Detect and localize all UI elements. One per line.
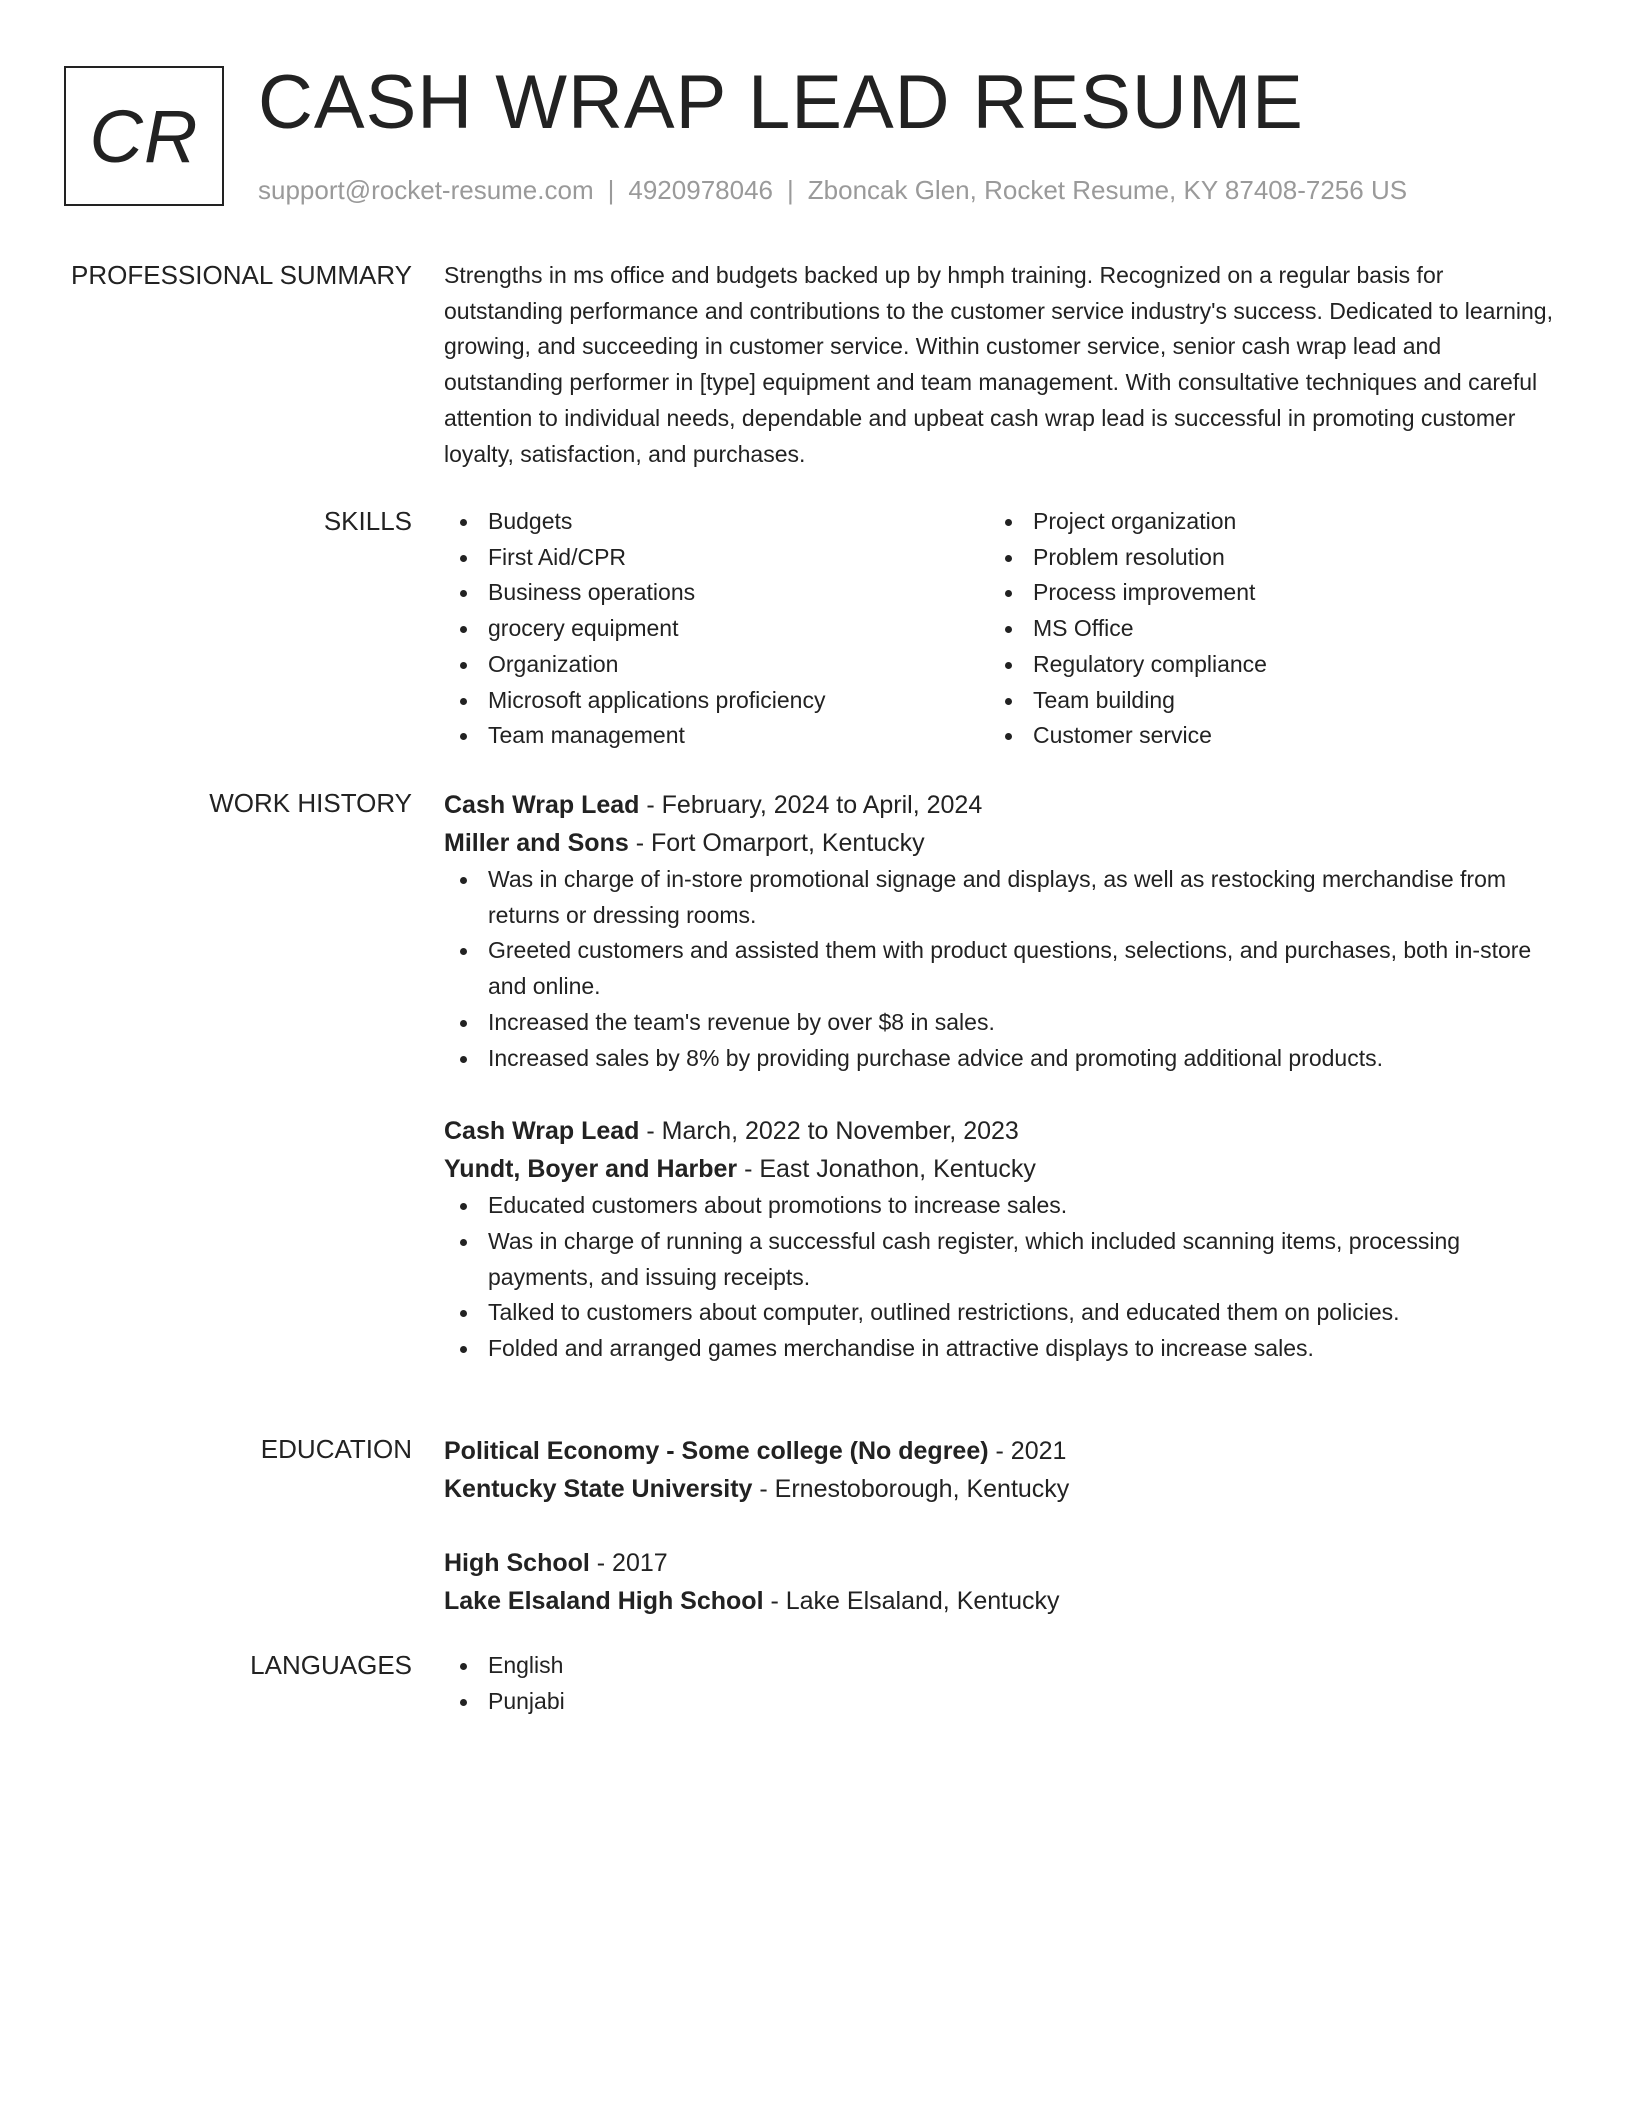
education-entry	[444, 1544, 1554, 1620]
job-duty: Increased sales by 8% by providing purchase advice and promoting additional products.	[444, 1041, 1554, 1077]
section-title-work-history: WORK HISTORY	[209, 788, 412, 818]
skill-item: Team building	[989, 683, 1534, 719]
skill-item: grocery equipment	[444, 611, 989, 647]
skills-body	[444, 504, 1554, 754]
contact-separator: |	[787, 175, 794, 205]
summary-body	[444, 258, 1554, 472]
education-degree: High School	[444, 1549, 590, 1577]
skill-item: Process improvement	[989, 575, 1534, 611]
contact-separator: |	[607, 175, 615, 205]
education-location: - Ernestoborough, Kentucky	[752, 1475, 1070, 1503]
education-year: - 2021	[988, 1437, 1067, 1465]
skill-item: Budgets	[444, 504, 989, 540]
job-company-line	[444, 1150, 1554, 1188]
section-title-languages: LANGUAGES	[250, 1650, 412, 1680]
contact-email[interactable]: support@rocket-resume.com	[258, 175, 594, 205]
skill-item: Customer service	[989, 718, 1534, 754]
monogram-initials: CR	[89, 94, 199, 178]
job-duty: Was in charge of in-store promotional signage and displays, as well as restocking merchandise from returns or dressing rooms.	[444, 862, 1554, 933]
skills-list-right	[989, 504, 1534, 754]
monogram-badge	[64, 66, 224, 206]
skill-item: Regulatory compliance	[989, 647, 1534, 683]
education-school-line	[444, 1470, 1554, 1508]
summary-text: Strengths in ms office and budgets backed up by hmph training. Recognized on a regular basis for outstanding performance and contributions to the customer service industry's success. Dedicated to learning, growing, and succeeding in customer service. Within customer service, senior cash wrap lead and outstanding performer in [type] equipment and team management. With consultative techniques and careful attention to individual needs, dependable and upbeat cash wrap lead is successful in promoting customer loyalty, satisfaction, and purchases.	[444, 262, 1553, 467]
skill-item: First Aid/CPR	[444, 540, 989, 576]
job-dates: - March, 2022 to November, 2023	[639, 1117, 1019, 1146]
education-location: - Lake Elsaland, Kentucky	[763, 1587, 1060, 1615]
skill-item: Organization	[444, 647, 989, 683]
job-company: Yundt, Boyer and Harber	[444, 1155, 738, 1184]
job-entry	[444, 1112, 1554, 1367]
education-body	[444, 1432, 1554, 1620]
job-title-line	[444, 786, 1554, 824]
skill-item: MS Office	[989, 611, 1534, 647]
education-school: Kentucky State University	[444, 1475, 753, 1503]
job-location: - East Jonathon, Kentucky	[737, 1155, 1036, 1184]
language-item: Punjabi	[444, 1684, 1554, 1720]
education-school-line	[444, 1582, 1554, 1620]
job-company-line	[444, 824, 1554, 862]
education-degree-line	[444, 1544, 1554, 1582]
section-title-skills: SKILLS	[323, 506, 412, 536]
skill-item: Team management	[444, 718, 989, 754]
job-duty: Greeted customers and assisted them with product questions, selections, and purchases, both in-store and online.	[444, 933, 1554, 1004]
job-duty: Educated customers about promotions to increase sales.	[444, 1188, 1554, 1224]
section-title-summary: PROFESSIONAL SUMMARY	[71, 260, 412, 290]
skill-item: Business operations	[444, 575, 989, 611]
languages-list	[444, 1648, 1554, 1719]
education-degree-line	[444, 1432, 1554, 1470]
job-role: Cash Wrap Lead	[444, 1117, 640, 1146]
job-title-line	[444, 1112, 1554, 1150]
job-dates: - February, 2024 to April, 2024	[639, 791, 983, 819]
education-entry	[444, 1432, 1554, 1508]
skills-columns	[444, 504, 1554, 754]
job-duties	[444, 1188, 1554, 1367]
work-history-body	[444, 786, 1554, 1367]
job-duties	[444, 862, 1554, 1076]
skill-item: Problem resolution	[989, 540, 1534, 576]
job-entry	[444, 786, 1554, 1076]
job-company: Miller and Sons	[444, 829, 629, 857]
education-school: Lake Elsaland High School	[444, 1587, 764, 1615]
skills-list-left	[444, 504, 989, 754]
job-duty: Talked to customers about computer, outlined restrictions, and educated them on policies.	[444, 1295, 1554, 1331]
resume-title: CASH WRAP LEAD RESUME	[258, 60, 1304, 145]
job-role: Cash Wrap Lead	[444, 791, 640, 819]
job-duty: Folded and arranged games merchandise in attractive displays to increase sales.	[444, 1331, 1554, 1367]
contact-line	[258, 174, 1407, 206]
job-duty: Increased the team's revenue by over $8 in sales.	[444, 1005, 1554, 1041]
contact-address: Zboncak Glen, Rocket Resume, KY 87408-7256 US	[807, 175, 1408, 205]
education-year: - 2017	[589, 1549, 668, 1577]
skill-item: Project organization	[989, 504, 1534, 540]
job-duty: Was in charge of running a successful cash register, which included scanning items, processing payments, and issuing receipts.	[444, 1224, 1554, 1295]
languages-body	[444, 1648, 1554, 1719]
contact-phone[interactable]: 4920978046	[628, 175, 773, 205]
section-title-education: EDUCATION	[260, 1434, 412, 1464]
skill-item: Microsoft applications proficiency	[444, 683, 989, 719]
education-degree: Political Economy - Some college (No degree)	[444, 1437, 989, 1465]
language-item: English	[444, 1648, 1554, 1684]
job-location: - Fort Omarport, Kentucky	[628, 829, 925, 857]
